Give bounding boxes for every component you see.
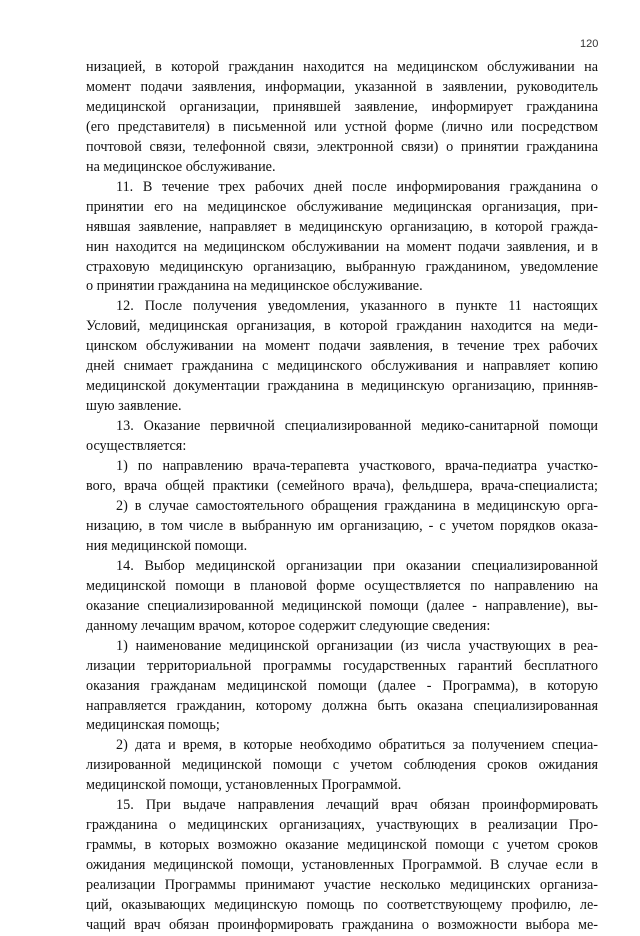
text-line: данному лечащим врачом, которое содержит следующие сведения: xyxy=(86,617,491,634)
text-line: медицинской помощи в плановой форме осуществляется по направлению на xyxy=(86,577,598,594)
paragraph-15-start: 15. При выдаче направления лечащий врач обязан проинформировать xyxy=(116,797,598,814)
text-line: вого, врача общей практики (семейного врача), фельдшера, врача-специалиста; xyxy=(86,478,598,495)
paragraph-13-start: 13. Оказание первичной специализированной медико-санитарной помощи xyxy=(116,418,598,435)
list-item-start: 2) дата и время, в которые необходимо обратиться за получением специа- xyxy=(116,737,598,754)
text-line: почтовой связи, телефонной связи, электронной связи) о принятии гражданина xyxy=(86,138,598,155)
paragraph-14-start: 14. Выбор медицинской организации при оказании специализированной xyxy=(116,557,598,574)
text-line: момент подачи заявления, информации, указанной в заявлении, руководитель xyxy=(86,78,598,95)
text-line: лизированной медицинской помощи с учетом соблюдения сроков ожидания xyxy=(86,757,598,774)
text-line: ций, оказывающих медицинскую помощь по соответствующему профилю, ле- xyxy=(86,897,598,914)
text-line: медицинской помощи, установленных Программой. xyxy=(86,777,402,794)
text-line: гражданина о медицинских организациях, участвующих в реализации Про- xyxy=(86,817,598,834)
text-line: шую заявление. xyxy=(86,398,182,415)
text-line: чащий врач обязан проинформировать гражданина о возможности выбора ме- xyxy=(86,916,598,933)
text-line: низацию, в том числе в выбранную им организацию, - с учетом порядков оказа- xyxy=(86,517,598,534)
text-line: дней снимает гражданина с медицинского обслуживания и направляет копию xyxy=(86,358,598,375)
text-line: оказание специализированной медицинской помощи (далее - направление), вы- xyxy=(86,597,598,614)
text-line: принятии его на медицинское обслуживание медицинская организация, при- xyxy=(86,198,598,215)
text-line: ния медицинской помощи. xyxy=(86,537,248,554)
text-line: медицинской организации, принявшей заявление, информирует гражданина xyxy=(86,98,598,115)
text-line: оказания гражданам медицинской помощи (далее - Программа), в которую xyxy=(86,677,598,694)
text-line: граммы, в которых возможно оказание медицинской помощи с учетом сроков xyxy=(86,837,598,854)
text-line: ожидания медицинской помощи, установленных Программой. В случае если в xyxy=(86,857,598,874)
text-line: нявшая заявление, направляет в медицинскую организацию, в которой гражда- xyxy=(86,218,598,235)
text-line: Условий, медицинская организация, в которой гражданин находится на меди- xyxy=(86,318,598,335)
page-number: 120 xyxy=(580,38,599,50)
text-line: о принятии гражданина на медицинское обслуживание. xyxy=(86,278,423,295)
text-line: медицинская помощь; xyxy=(86,717,220,734)
text-line: направляется гражданин, которому должна быть оказана специализированная xyxy=(86,697,598,714)
text-line: (его представителя) в письменной или устной форме (лично или посредством xyxy=(86,118,598,135)
text-line: медицинской документации гражданина в медицинскую организацию, принняв- xyxy=(86,378,598,395)
paragraph-11-start: 11. В течение трех рабочих дней после информирования гражданина о xyxy=(116,178,598,195)
list-item-start: 1) наименование медицинской организации (из числа участвующих в реа- xyxy=(116,637,598,654)
text-line: страховую медицинскую организацию, выбранную гражданином, уведомление xyxy=(86,258,598,275)
text-line: лизации территориальной программы государственных гарантий бесплатного xyxy=(86,657,598,674)
text-line: низацией, в которой гражданин находится на медицинском обслуживании на xyxy=(86,59,598,75)
text-line: реализации Программы принимают участие несколько медицинских организа- xyxy=(86,877,598,894)
text-line: осуществляется: xyxy=(86,438,187,455)
text-line: нин находится на медицинском обслуживании на момент подачи заявления, и в xyxy=(86,238,598,255)
paragraph-12-start: 12. После получения уведомления, указанного в пункте 11 настоящих xyxy=(116,298,598,315)
list-item-start: 1) по направлению врача-терапевта участкового, врача-педиатра участко- xyxy=(116,458,598,475)
text-line: цинском обслуживании на момент подачи заявления, в течение трех рабочих xyxy=(86,338,598,355)
list-item-start: 2) в случае самостоятельного обращения гражданина в медицинскую орга- xyxy=(116,497,598,514)
body-text xyxy=(86,58,598,936)
text-line: на медицинское обслуживание. xyxy=(86,158,276,175)
